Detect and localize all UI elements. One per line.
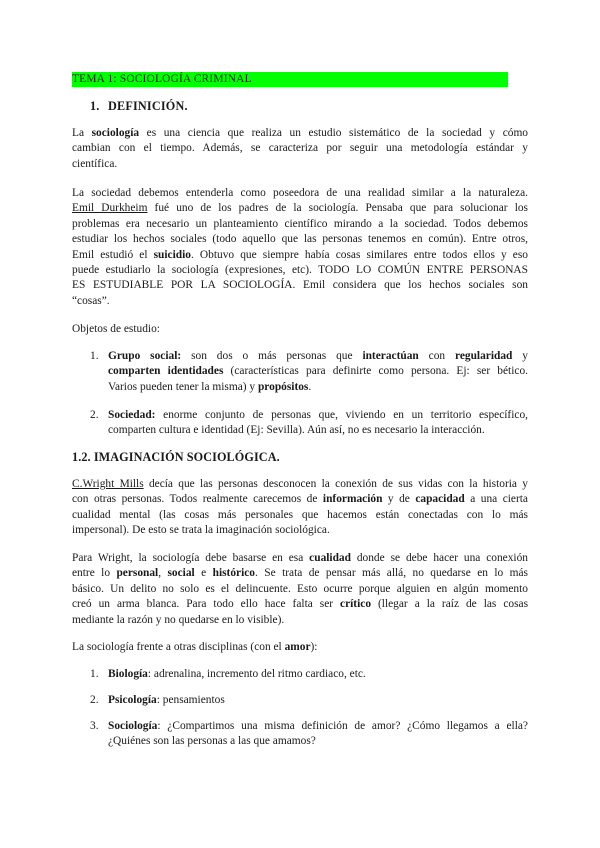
paragraph-wright-cualidad: Para Wright, la sociología debe basarse en esa cualidad donde se debe hacer una conexión entre lo personal, social e histórico. Se trata de pensar más allá, no quedarse en lo más básico. Un delito no solo es el delincuente. Esto ocurre porque alguien en algún momento creó un arma blanca. Para todo ello hace falta ser crítico (llegar a la raíz de las cosas mediante la razón y no quedarse en lo visible). [72,552,528,626]
term-sociologia: sociología [91,127,140,139]
document-title: TEMA 1: SOCIOLOGÍA CRIMINAL [72,73,252,85]
list-marker: 1. [90,350,99,362]
paragraph-wright-mills: C.Wright Mills decía que las personas desconocen la conexión de sus vidas con la historia y con otras personas. Todos realmente carecemos de información y de capacidad a una cierta cualidad mental (las cosas más personales que hacemos están conectadas con lo más impersonal). De esto se trata la imaginación sociológica. [72,478,528,537]
name-emil-durkheim: Emil Durkheim [72,202,148,215]
list-marker: 2. [90,694,99,706]
list-marker: 2. [90,409,99,421]
disciplines-label: La sociología frente a otras disciplinas (con el amor): [72,641,318,653]
section-title: DEFINICIÓN. [108,99,188,113]
name-c-wright-mills: C.Wright Mills [72,478,144,490]
paragraph-durkheim: La sociedad debemos entenderla como poseedora de una realidad similar a la naturaleza. Emil Durkheim fué uno de los padres de la sociología. Pensaba que para solucionar los problemas era necesario un planteamiento científico mirando a la sociedad. Todos debemos estudiar los hechos sociales (todo aquello que las personas tenemos en común). Entre otros, Emil estudió el suicidio. Obtuvo que siempre había cosas similares entre todos ellos y eso puede estudiarlo la sociología (expresiones, etc). TODO LO COMÚN ENTRE PERSONAS ES ESTUDIABLE POR LA SOCIOLOGÍA. Emil considera que los hechos sociales son “cosas”. [72,187,528,307]
objects-label: Objetos de estudio: [72,323,160,335]
list-marker: 1. [90,668,99,680]
list-marker: 3. [90,720,99,732]
section-heading-definicion [90,99,188,114]
term-suicidio: suicidio [153,248,191,261]
section-number: 1. [90,99,100,113]
paragraph-sociologia-definition: La sociología es una ciencia que realiza un estudio sistemático de la sociedad y cómo cambian con el tiempo. Además, se caracteriza por seguir una metodología estándar y científica. [72,127,528,170]
section-heading-imaginacion: 1.2. IMAGINACIÓN SOCIOLÓGICA. [72,450,280,464]
document-page: TEMA 1: SOCIOLOGÍA CRIMINAL 1. DEFINICIÓN. La sociología es una ciencia que realiza un estudio sistemático de la sociedad y cómo cambian con el tiempo. Además, se caracteriza por seguir una metodología estándar y científica. La sociedad debemos entenderla como poseedora de una realidad similar a la naturaleza. Emil Durkheim fué uno de los padres de la sociología. Pensaba que para solucionar los problemas era necesario un planteamiento científico mirando a la sociedad. Todos debemos estudiar los hechos sociales (todo aquello que las personas tenemos en común). Entre otros, Emil estudió el suicidio. Obtuvo que siempre había cosas similares entre todos ellos y eso puede estudiarlo la sociología (expresiones, etc). TODO LO COMÚN ENTRE PERSONAS ES ESTUDIABLE POR LA SOCIOLOGÍA. Emil considera que los hechos sociales son “cosas”. Objetos de estudio: 1. Grupo social: son dos o más personas que interactúan con regularidad y comparten identidades (características para definirte como persona. Ej: ser bético. Varios pueden tener la misma) y propósitos. 2. Sociedad: enorme conjunto de personas que, viviendo en un territorio específico, comparten cultura e identidad (Ej: Sevilla). Aún así, no es necesario la interacción. 1.2. IMAGINACIÓN SOCIOLÓGICA. C.Wright Mills decía que las personas desconocen la conexión de sus vidas con la historia y con otras personas. Todos realmente carecemos de información y de capacidad a una cierta cualidad mental (las cosas más personales que hacemos están conectadas con lo más impersonal). De esto se trata la imaginación sociológica. Para Wright, la sociología debe basarse en esa cualidad donde se debe hacer una conexión entre lo personal, social e histórico. Se trata de pensar más allá, no quedarse en lo más básico. Un delito no solo es el delincuente. Esto ocurre porque alguien en algún momento creó un arma blanca. Para todo ello hace falta ser crítico (llegar a la raíz de las cosas mediante la razón y no quedarse en lo visible). La sociología frente a otras disciplinas (con el amor): 1. Biología: adrenalina, incremento del ritmo cardiaco, etc. 2. Psicología: pensamientos 3. Sociología: ¿Compartimos una misma definición de amor? ¿Cómo llegamos a ella? ¿Quiénes son las personas a las que amamos? [72,73,528,748]
